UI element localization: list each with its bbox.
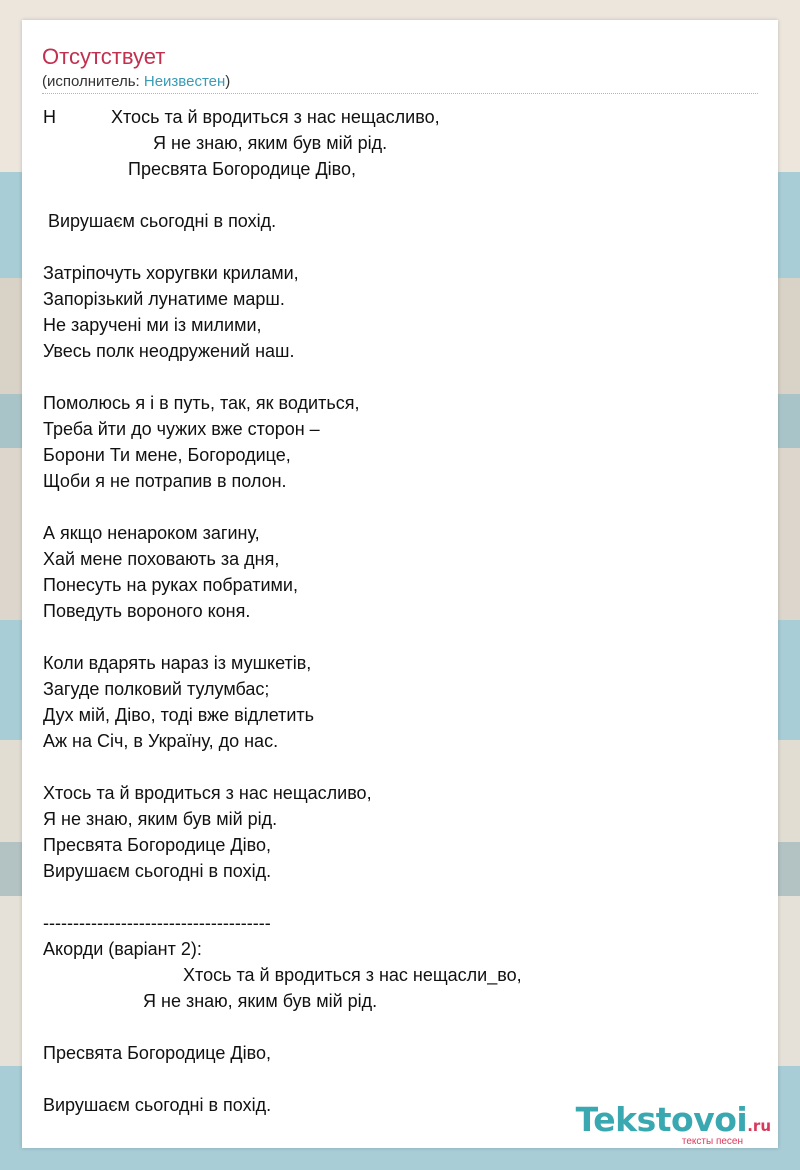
lyric-line: Вирушаєм сьогодні в похід. — [43, 1095, 272, 1115]
lyric-line: Дух мій, Діво, тоді вже відлетить — [43, 705, 315, 725]
lyric-line: Хтось та й вродиться з нас нещасли_во, — [43, 965, 522, 985]
lyric-line: Треба йти до чужих вже сторон – — [43, 419, 320, 439]
performer-line — [42, 73, 230, 90]
lyric-line: Понесуть на руках побратими, — [43, 575, 298, 595]
lyric-line — [43, 1014, 759, 1040]
lyric-line: Щоби я не потрапив в полон. — [43, 471, 287, 491]
lyric-line — [43, 364, 759, 390]
lyric-line: Коли вдарять нараз із мушкетів, — [43, 653, 312, 673]
logo-tld: .ru — [747, 1117, 771, 1135]
lyric-line: Н Хтось та й вродиться з нас нещасливо, — [43, 107, 440, 127]
lyric-line — [43, 234, 759, 260]
lyric-line: Загуде полковий тулумбас; — [43, 679, 270, 699]
lyric-line: -------------------------------------- — [43, 913, 271, 933]
lyric-line: Пресвята Богородице Діво, — [43, 835, 271, 855]
logo-tagline: тексты песен — [681, 1136, 743, 1147]
lyric-line — [43, 624, 759, 650]
lyric-line: Акорди (варіант 2): — [43, 939, 202, 959]
lyric-line: Я не знаю, яким був мій рід. — [43, 133, 388, 153]
lyric-line: Помолюсь я і в путь, так, як водиться, — [43, 393, 360, 413]
lyric-line: Вирушаєм сьогодні в похід. — [43, 861, 272, 881]
lyrics-body — [43, 104, 759, 1118]
lyric-line — [43, 1066, 759, 1092]
performer-suffix: ) — [225, 73, 231, 90]
header-divider — [42, 93, 758, 94]
lyric-line: Я не знаю, яким був мій рід. — [43, 809, 278, 829]
performer-prefix: (исполнитель: — [42, 73, 144, 90]
lyric-line: Затріпочуть хоругвки крилами, — [43, 263, 299, 283]
lyric-line — [43, 754, 759, 780]
lyric-line — [43, 182, 759, 208]
lyric-line: Вирушаєм сьогодні в похід. — [43, 211, 277, 231]
lyric-line: Хай мене поховають за дня, — [43, 549, 280, 569]
lyric-line — [43, 884, 759, 910]
song-title: Отсутствует — [42, 44, 166, 69]
lyric-line: Хтось та й вродиться з нас нещасливо, — [43, 783, 372, 803]
lyric-line: Борони Ти мене, Богородице, — [43, 445, 291, 465]
lyric-line: Поведуть вороного коня. — [43, 601, 251, 621]
performer-link[interactable]: Неизвестен — [143, 73, 226, 90]
lyric-line: Аж на Січ, в Україну, до нас. — [43, 731, 279, 751]
lyric-line: Я не знаю, яким був мій рід. — [43, 991, 378, 1011]
logo-text: Tekstovoi — [575, 1100, 748, 1139]
lyric-line: Запорізький лунатиме марш. — [43, 289, 285, 309]
lyric-line: Не заручені ми із милими, — [43, 315, 262, 335]
lyric-line — [43, 494, 759, 520]
lyric-line: Увесь полк неодружений наш. — [43, 341, 295, 361]
lyric-line: Пресвята Богородице Діво, — [43, 1043, 271, 1063]
site-logo[interactable] — [575, 1100, 771, 1147]
lyrics-sheet — [22, 20, 778, 1148]
lyric-line: А якщо ненароком загину, — [43, 523, 260, 543]
lyric-line: Пресвята Богородице Діво, — [43, 159, 357, 179]
